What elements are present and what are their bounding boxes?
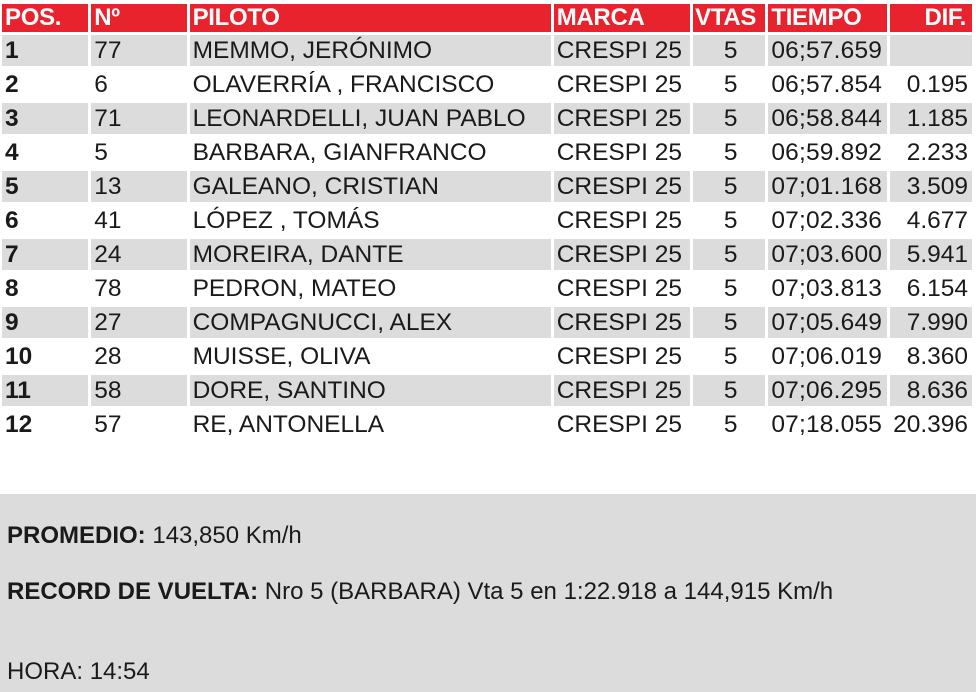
average-label: PROMEDIO:: [7, 522, 146, 549]
header-row: [2, 4, 972, 32]
cell-laps: 5: [723, 411, 738, 438]
cell-num: 24: [91, 239, 186, 270]
cell-laps: 5: [693, 171, 765, 202]
cell-driver: COMPAGNUCCI, ALEX: [190, 307, 551, 338]
cell-brand: CRESPI 25: [554, 35, 690, 66]
cell-pos: 11: [2, 375, 88, 406]
cell-diff: 4.677: [906, 207, 968, 234]
table-row: [2, 103, 972, 134]
record-label: RECORD DE VUELTA:: [7, 578, 259, 605]
header-laps: VTAS: [693, 4, 765, 32]
cell-driver: LEONARDELLI, JUAN PABLO: [190, 103, 551, 134]
cell-num: 28: [94, 343, 122, 370]
table-row: [2, 35, 972, 66]
cell-time: 06;57.659: [768, 35, 886, 66]
table-row: [2, 307, 972, 338]
header-brand: MARCA: [554, 4, 690, 32]
cell-brand: CRESPI 25: [556, 343, 682, 370]
table-row: [2, 137, 972, 168]
table-row: [2, 239, 972, 270]
results-table: [0, 1, 975, 443]
cell-pos: 8: [5, 275, 19, 302]
cell-time: 07;03.813: [771, 275, 883, 302]
cell-pos: 7: [2, 239, 88, 270]
cell-num: 71: [91, 103, 186, 134]
cell-brand: CRESPI 25: [556, 411, 682, 438]
cell-num: 58: [91, 375, 186, 406]
cell-pos: 6: [5, 207, 19, 234]
cell-time: 07;02.336: [771, 207, 883, 234]
cell-laps: 5: [693, 239, 765, 270]
cell-driver: DORE, SANTINO: [190, 375, 551, 406]
cell-num: 78: [94, 275, 122, 302]
cell-num: 57: [94, 411, 122, 438]
time-line: [7, 658, 150, 686]
table-row: [2, 69, 972, 100]
cell-diff: [890, 35, 972, 66]
cell-pos: 10: [5, 343, 33, 370]
cell-driver: BARBARA, GIANFRANCO: [192, 139, 487, 166]
cell-driver: GALEANO, CRISTIAN: [190, 171, 551, 202]
cell-laps: 5: [723, 71, 738, 98]
cell-diff: 6.154: [906, 275, 968, 302]
cell-diff: 5.941: [890, 239, 972, 270]
cell-pos: 9: [2, 307, 88, 338]
cell-time: 07;18.055: [771, 411, 883, 438]
cell-num: 77: [91, 35, 186, 66]
average-speed-line: [7, 522, 302, 550]
time-value: 14:54: [89, 658, 150, 685]
cell-driver: LÓPEZ , TOMÁS: [192, 207, 380, 234]
cell-laps: 5: [723, 139, 738, 166]
average-value: 143,850 Km/h: [152, 522, 302, 549]
cell-driver: RE, ANTONELLA: [192, 411, 385, 438]
table-row: [2, 375, 972, 406]
cell-num: 6: [94, 71, 108, 98]
cell-diff: 7.990: [890, 307, 972, 338]
cell-diff: 2.233: [906, 139, 968, 166]
cell-laps: 5: [693, 103, 765, 134]
cell-time: 07;06.295: [768, 375, 886, 406]
cell-time: 06;59.892: [771, 139, 883, 166]
table-row: [2, 205, 972, 236]
cell-num: 41: [94, 207, 122, 234]
table-row: [2, 171, 972, 202]
cell-driver: MUISSE, OLIVA: [192, 343, 371, 370]
cell-num: 5: [94, 139, 108, 166]
cell-time: 07;05.649: [768, 307, 886, 338]
table-row: [2, 341, 972, 372]
table-row: [2, 273, 972, 304]
cell-pos: 2: [5, 71, 19, 98]
cell-diff: 8.360: [906, 343, 968, 370]
cell-pos: 12: [5, 411, 33, 438]
header-time: TIEMPO: [768, 4, 886, 32]
cell-brand: CRESPI 25: [556, 139, 682, 166]
cell-brand: CRESPI 25: [556, 71, 682, 98]
cell-time: 06;58.844: [768, 103, 886, 134]
cell-driver: OLAVERRÍA , FRANCISCO: [192, 71, 495, 98]
lap-record-line: [7, 578, 833, 606]
cell-time: 07;03.600: [768, 239, 886, 270]
cell-driver: MOREIRA, DANTE: [190, 239, 551, 270]
cell-diff: 20.396: [893, 411, 968, 438]
cell-pos: 5: [2, 171, 88, 202]
cell-laps: 5: [723, 275, 738, 302]
cell-diff: 1.185: [890, 103, 972, 134]
cell-laps: 5: [723, 207, 738, 234]
cell-time: 06;57.854: [771, 71, 883, 98]
cell-pos: 3: [2, 103, 88, 134]
cell-num: 27: [91, 307, 186, 338]
cell-pos: 4: [5, 139, 19, 166]
cell-diff: 8.636: [890, 375, 972, 406]
cell-brand: CRESPI 25: [554, 375, 690, 406]
cell-brand: CRESPI 25: [554, 171, 690, 202]
cell-diff: 0.195: [906, 71, 968, 98]
cell-pos: 1: [2, 35, 88, 66]
header-pos: POS.: [2, 4, 88, 32]
race-summary: [0, 494, 976, 692]
cell-laps: 5: [693, 35, 765, 66]
cell-laps: 5: [693, 307, 765, 338]
cell-driver: MEMMO, JERÓNIMO: [190, 35, 551, 66]
header-driver: PILOTO: [190, 4, 551, 32]
cell-laps: 5: [693, 375, 765, 406]
cell-brand: CRESPI 25: [554, 307, 690, 338]
cell-laps: 5: [723, 343, 738, 370]
cell-brand: CRESPI 25: [556, 207, 682, 234]
results-body: [2, 35, 972, 440]
cell-time: 07;01.168: [768, 171, 886, 202]
time-label: HORA:: [7, 658, 84, 685]
cell-brand: CRESPI 25: [554, 239, 690, 270]
cell-diff: 3.509: [890, 171, 972, 202]
table-row: [2, 409, 972, 440]
cell-brand: CRESPI 25: [556, 275, 682, 302]
cell-num: 13: [91, 171, 186, 202]
record-value: Nro 5 (BARBARA) Vta 5 en 1:22.918 a 144,915 Km/h: [264, 578, 834, 605]
header-diff: DIF.: [890, 4, 972, 32]
cell-brand: CRESPI 25: [554, 103, 690, 134]
cell-time: 07;06.019: [771, 343, 883, 370]
cell-driver: PEDRON, MATEO: [192, 275, 397, 302]
header-num: Nº: [91, 4, 186, 32]
